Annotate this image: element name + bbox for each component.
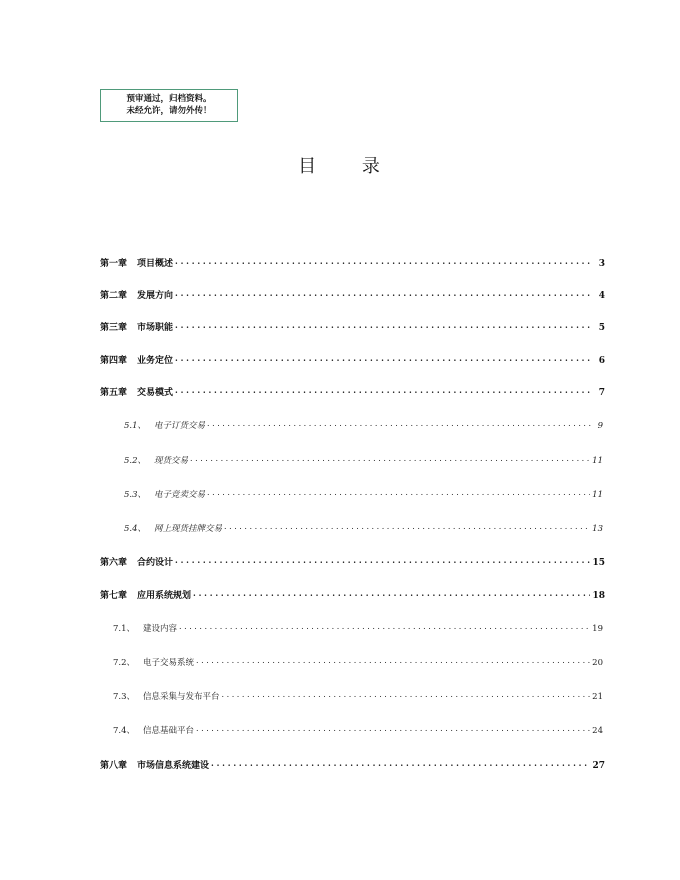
toc-number: 第八章 xyxy=(100,761,128,771)
toc-leader xyxy=(211,757,590,770)
toc-entry-5-4[interactable] xyxy=(124,521,603,535)
toc-page: 6 xyxy=(598,356,605,366)
toc-number: 7.3、 xyxy=(113,692,136,702)
notice-line-2: 未经允许，请勿外传！ xyxy=(126,106,212,116)
toc-number: 5.1、 xyxy=(124,421,147,431)
toc-text: 交易模式 xyxy=(137,388,174,398)
toc-number: 7.4、 xyxy=(113,726,136,736)
toc-entry-5-2[interactable] xyxy=(124,453,603,467)
toc-page: 7 xyxy=(598,388,605,398)
toc-leader xyxy=(175,554,590,567)
toc-entry-chapter-7[interactable] xyxy=(100,588,605,602)
toc-entry-chapter-4[interactable] xyxy=(100,353,605,367)
toc-page: 27 xyxy=(592,761,605,771)
toc-text: 应用系统规划 xyxy=(137,591,192,601)
toc-leader xyxy=(207,487,590,499)
notice-line-1: 预审通过，归档资料。 xyxy=(126,94,212,104)
toc-text: 现货交易 xyxy=(154,456,189,466)
toc-entry-chapter-3[interactable] xyxy=(100,320,605,334)
toc-page: 20 xyxy=(592,658,603,668)
toc-page: 11 xyxy=(592,456,603,466)
toc-leader xyxy=(222,689,591,701)
toc-number: 第七章 xyxy=(100,591,128,601)
toc-page: 9 xyxy=(597,421,603,431)
toc-text: 电子订货交易 xyxy=(154,421,206,431)
toc-number: 第四章 xyxy=(100,356,128,366)
toc-number: 5.4、 xyxy=(124,524,147,534)
toc-leader xyxy=(175,255,593,268)
toc-page: 13 xyxy=(592,524,603,534)
toc-page: 5 xyxy=(598,323,605,333)
toc-leader xyxy=(175,287,593,300)
toc-entry-7-1[interactable] xyxy=(113,621,603,635)
toc-leader xyxy=(196,655,590,667)
toc-page: 24 xyxy=(592,726,603,736)
toc-text: 电子竞卖交易 xyxy=(154,490,206,500)
toc-page: 19 xyxy=(592,624,603,634)
toc-entry-chapter-6[interactable] xyxy=(100,555,605,569)
toc-text: 合约设计 xyxy=(137,558,174,568)
toc-number: 7.1、 xyxy=(113,624,136,634)
toc-text: 建设内容 xyxy=(143,624,178,634)
toc-number: 5.2、 xyxy=(124,456,147,466)
toc-text: 信息基础平台 xyxy=(143,726,195,736)
toc-page: 21 xyxy=(592,692,603,702)
toc-leader xyxy=(175,384,593,397)
toc-text: 信息采集与发布平台 xyxy=(143,692,220,702)
toc-text: 市场信息系统建设 xyxy=(137,761,210,771)
toc-page: 18 xyxy=(592,591,605,601)
toc-leader xyxy=(193,587,590,600)
toc-entry-chapter-8[interactable] xyxy=(100,758,605,772)
toc-entry-chapter-5[interactable] xyxy=(100,385,605,399)
page-title: 目 录 xyxy=(298,156,400,177)
toc-leader xyxy=(175,352,593,365)
toc-leader xyxy=(175,319,593,332)
toc-leader xyxy=(224,521,590,533)
toc-page: 11 xyxy=(592,490,603,500)
toc-entry-5-3[interactable] xyxy=(124,487,603,501)
toc-leader xyxy=(179,621,590,633)
toc-text: 项目概述 xyxy=(137,259,174,269)
toc-number: 第二章 xyxy=(100,291,128,301)
toc-entry-chapter-2[interactable] xyxy=(100,288,605,302)
toc-entry-chapter-1[interactable] xyxy=(100,256,605,270)
toc-number: 第五章 xyxy=(100,388,128,398)
toc-number: 7.2、 xyxy=(113,658,136,668)
toc-text: 业务定位 xyxy=(137,356,174,366)
toc-leader xyxy=(196,723,590,735)
toc-text: 网上现货挂牌交易 xyxy=(154,524,223,534)
toc-page: 4 xyxy=(598,291,605,301)
toc-text: 市场职能 xyxy=(137,323,174,333)
toc-text: 发展方向 xyxy=(137,291,174,301)
toc-entry-7-3[interactable] xyxy=(113,689,603,703)
toc-number: 第一章 xyxy=(100,259,128,269)
approval-notice-box xyxy=(100,89,238,122)
toc-text: 电子交易系统 xyxy=(143,658,195,668)
toc-entry-7-4[interactable] xyxy=(113,723,603,737)
toc-page: 15 xyxy=(592,558,605,568)
toc-number: 第六章 xyxy=(100,558,128,568)
toc-number: 5.3、 xyxy=(124,490,147,500)
toc-number: 第三章 xyxy=(100,323,128,333)
toc-entry-7-2[interactable] xyxy=(113,655,603,669)
toc-page: 3 xyxy=(598,259,605,269)
toc-leader xyxy=(207,418,591,430)
toc-leader xyxy=(190,453,590,465)
toc-entry-5-1[interactable] xyxy=(124,418,603,432)
